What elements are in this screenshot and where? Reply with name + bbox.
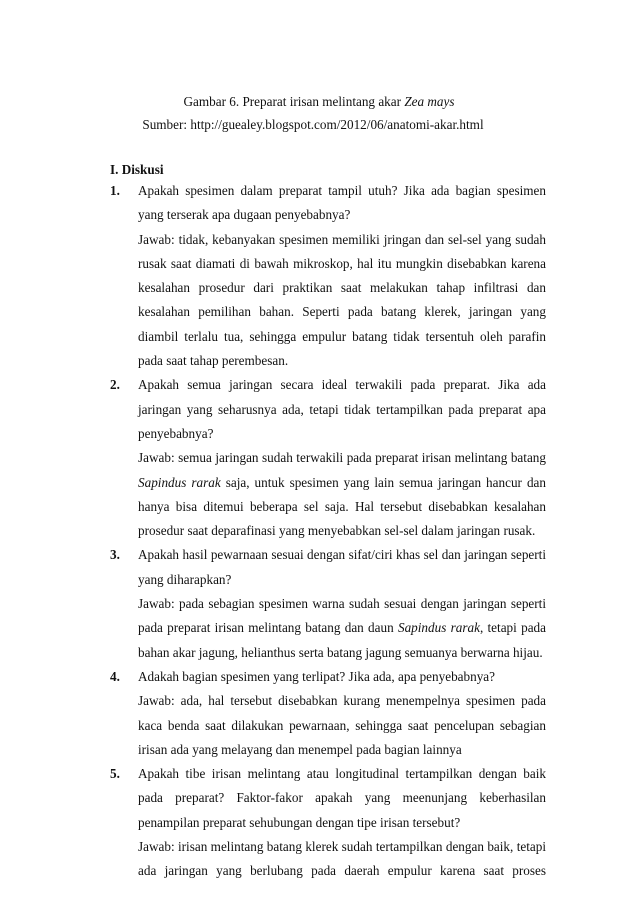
item-answer: Jawab: irisan melintang batang klerek sudah tertampilkan dengan baik, tetapi ada jaringan yang berlubang pada daerah empulur karena saat proses <box>138 839 546 879</box>
item-answer <box>138 592 546 665</box>
figure-source: Sumber: http://guealey.blogspot.com/2012/06/anatomi-akar.html <box>142 117 484 132</box>
item-question: Apakah semua jaringan secara ideal terwakili pada preparat. Jika ada jaringan yang seharusnya ada, tetapi tidak tertampilkan pada preparat apa penyebabnya? <box>138 377 546 441</box>
item-answer-text: saja, untuk spesimen yang lain semua jaringan hancur dan hanya bisa ditemui beberapa sel saja. Hal tersebut disebabkan kesalahan prosedur saat deparafinasi yang menyebabkan sel-sel dalam jaringan rusak. <box>138 474 546 539</box>
item-number: 1. <box>110 183 120 198</box>
item-question: Apakah hasil pewarnaan sesuai dengan sifat/ciri khas sel dan jaringan seperti yang diharapkan? <box>138 547 546 587</box>
item-question: Apakah spesimen dalam preparat tampil utuh? Jika ada bagian spesimen yang terserak apa dugaan penyebabnya? <box>138 183 546 223</box>
figure-caption <box>0 94 638 110</box>
list-item <box>110 762 546 883</box>
item-answer-text: Jawab: pada sebagian spesimen warna sudah sesuai dengan jaringan seperti pada preparat irisan melintang batang dan daun <box>138 596 546 636</box>
item-answer-species: Sapindus rarak <box>138 474 221 490</box>
figure-caption-species: Zea mays <box>404 94 455 109</box>
figure-caption-text: Gambar 6. Preparat irisan melintang akar <box>183 94 405 109</box>
item-answer: Jawab: tidak, kebanyakan spesimen memiliki jringan dan sel-sel yang sudah rusak saat diamati di bawah mikroskop, hal itu mungkin disebabkan karena kesalahan prosedur dari praktikan saat melakukan tahap infiltrasi dan kesalahan pemilihan bahan. Seperti pada batang klerek, jaringan yang diambil terlalu tua, sehingga empulur batang tidak tersentuh oleh parafin pada saat tahap perembesan. <box>138 231 546 369</box>
list-item <box>110 179 546 373</box>
item-number: 4. <box>110 668 120 684</box>
item-answer-text: , tetapi pada bahan akar jagung, helianthus serta batang jagung semuanya berwarna hijau. <box>138 620 546 660</box>
list-item <box>110 543 546 664</box>
item-answer-text: Jawab: semua jaringan sudah terwakili pada preparat irisan melintang batang <box>138 450 546 466</box>
section-heading: I. Diskusi <box>110 162 164 177</box>
list-item <box>110 665 546 762</box>
item-number: 3. <box>110 547 120 563</box>
item-question: Adakah bagian spesimen yang terlipat? Jika ada, apa penyebabnya? <box>138 668 496 684</box>
item-question: Apakah tibe irisan melintang atau longitudinal tertampilkan dengan baik pada preparat? Faktor-fakor apakah yang meenunjang keberhasilan penampilan preparat sehubungan dengan tipe irisan tersebut? <box>138 766 546 830</box>
list-item <box>110 373 546 543</box>
item-answer-species: Sapindus rarak <box>397 620 480 636</box>
item-answer: Jawab: ada, hal tersebut disebabkan kurang menempelnya spesimen pada kaca benda saat dilakukan pewarnaan, sehingga saat pencelupan sebagian irisan ada yang melayang dan menempel pada bagian lainnya <box>138 693 546 757</box>
discussion-list <box>110 179 546 884</box>
item-number: 5. <box>110 766 120 782</box>
item-answer <box>138 446 546 543</box>
item-number: 2. <box>110 377 120 393</box>
